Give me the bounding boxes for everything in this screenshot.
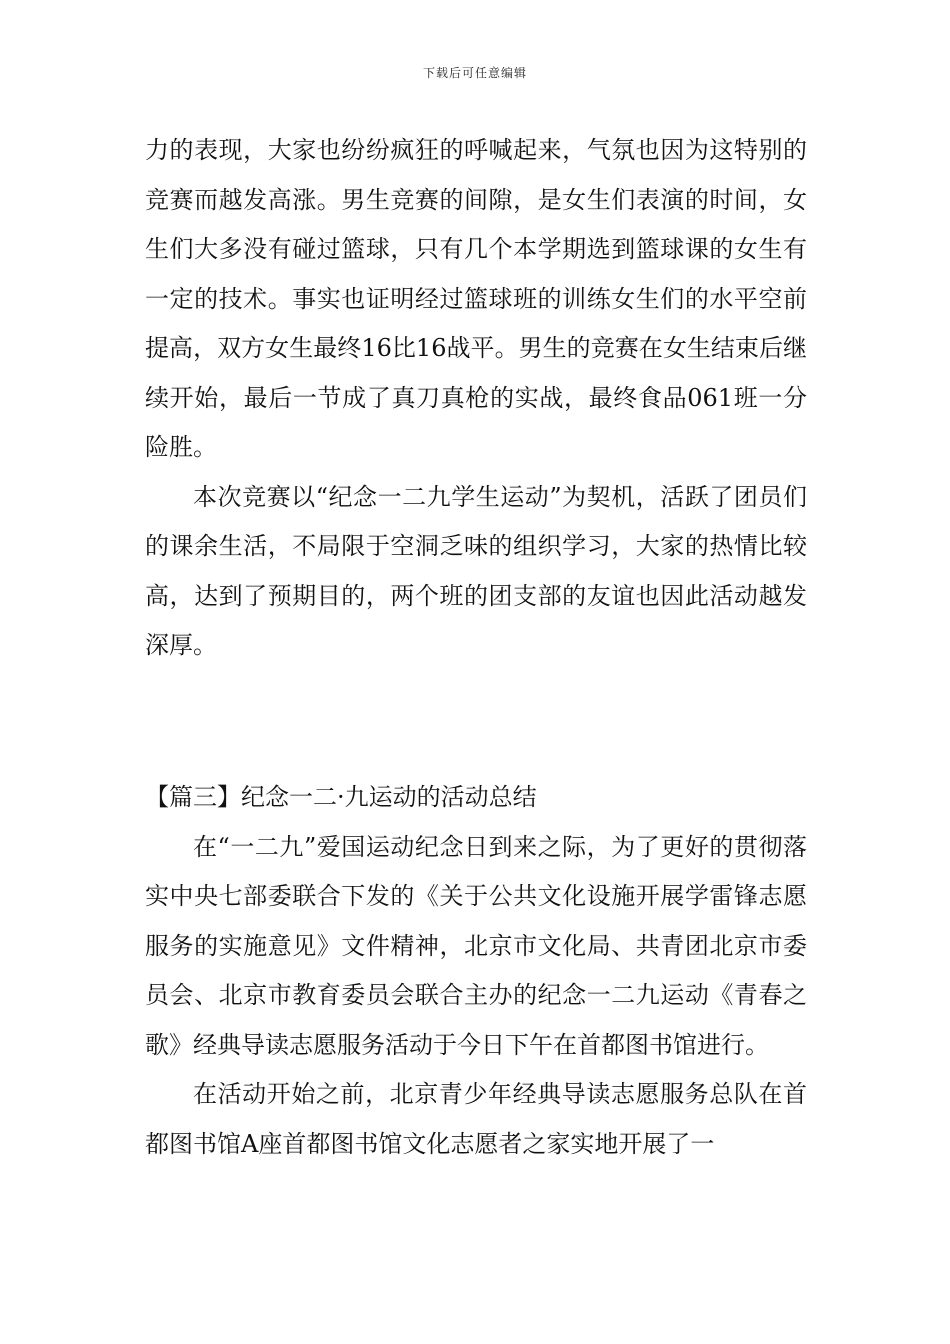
section-1-body [145,126,807,671]
paragraph: 本次竞赛以“纪念一二九学生运动”为契机，活跃了团员们的课余生活，不局限于空洞乏味的组织学习，大家的热情比较高，达到了预期目的，两个班的团支部的友谊也因此活动越发深厚。 [145,482,807,659]
paragraph: 力的表现，大家也纷纷疯狂的呼喊起来，气氛也因为这特别的竞赛而越发高涨。男生竞赛的间隙，是女生们表演的时间，女生们大多没有碰过篮球，只有几个本学期选到篮球课的女生有一定的技术。事实也证明经过篮球班的训练女生们的水平空前提高，双方女生最终16比16战平。男生的竞赛在女生结束后继续开始，最后一节成了真刀真枪的实战，最终食品061班一分险胜。 [145,136,807,461]
page-header: 下载后可任意编辑 [422,66,527,80]
section-heading: 【篇三】纪念一二·九运动的活动总结 [145,783,537,811]
paragraph: 在活动开始之前，北京青少年经典导读志愿服务总队在首都图书馆A座首都图书馆文化志愿者之家实地开展了一 [145,1080,807,1158]
paragraph: 在“一二九”爱国运动纪念日到来之际，为了更好的贯彻落实中央七部委联合下发的《关于公共文化设施开展学雷锋志愿服务的实施意见》文件精神，北京市文化局、共青团北京市委员会、北京市教育委员会联合主办的纪念一二九运动《青春之歌》经典导读志愿服务活动于今日下午在首都图书馆进行。 [145,832,807,1059]
section-2-body [145,773,807,1169]
